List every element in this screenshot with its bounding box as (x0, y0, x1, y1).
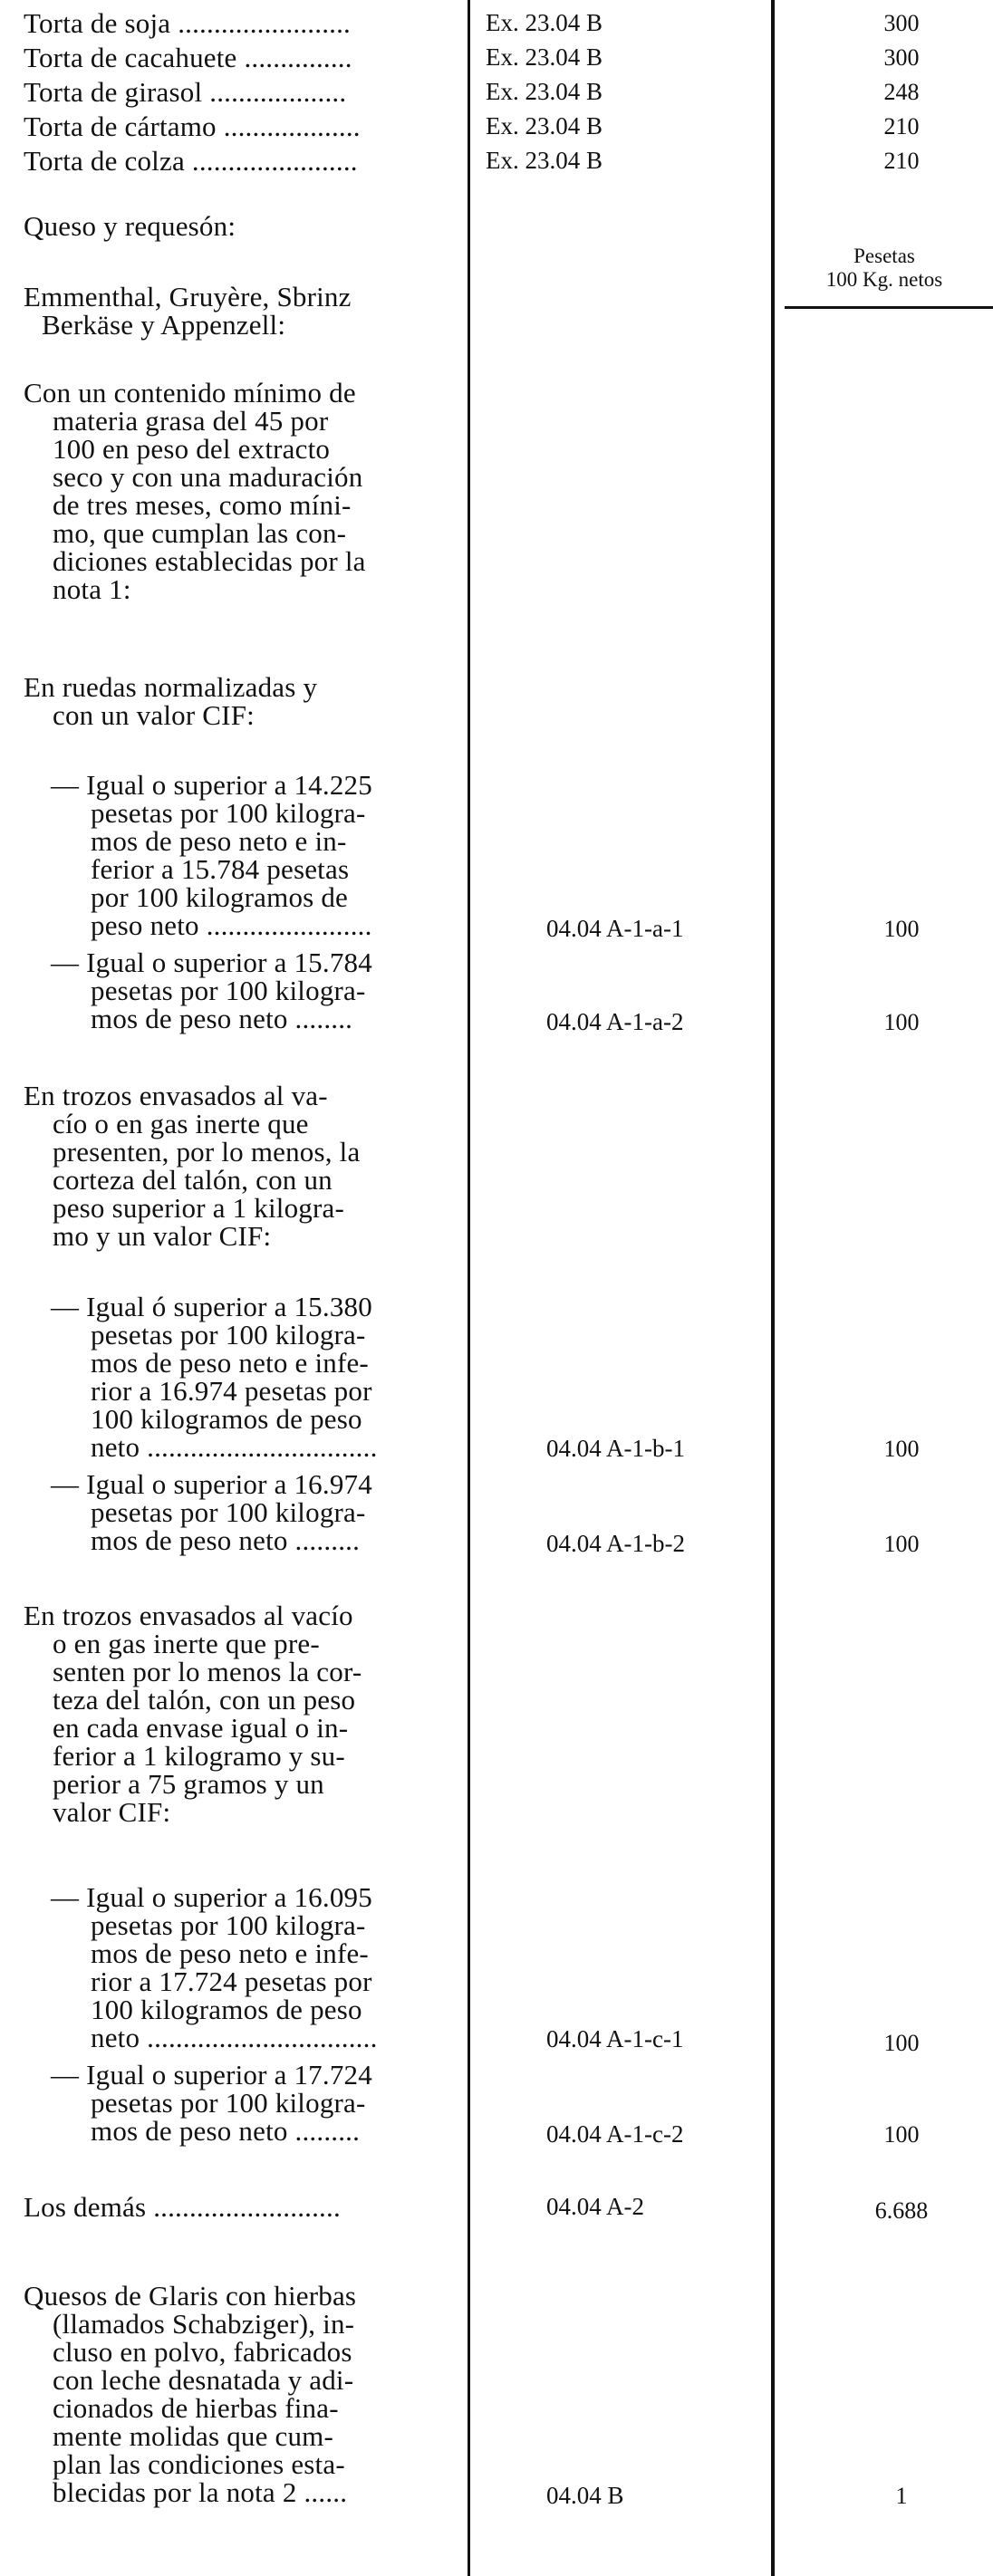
text-line: — Igual o superior a 14.225 (51, 769, 372, 801)
text-line: de tres meses, como míni- (53, 489, 352, 521)
row-value: 210 (883, 148, 920, 174)
text-line: mos de peso neto ......... (91, 2115, 361, 2147)
text-line: pesetas por 100 kilogra- (91, 797, 366, 829)
row-value: 300 (883, 44, 920, 71)
column-rule-2 (771, 0, 775, 2576)
tariff-code: 04.04 B (546, 2482, 624, 2509)
text-line: mo, que cumplan las con- (53, 517, 347, 549)
tariff-code: 04.04 A-1-c-2 (546, 2120, 684, 2148)
text-line: seco y con una maduración (53, 461, 363, 493)
duty-value: 100 (883, 2030, 920, 2056)
row-value: 248 (883, 79, 920, 105)
text-line: mos de peso neto ......... (91, 1524, 361, 1556)
unit-header-line2: 100 Kg. netos (825, 268, 943, 291)
text-line: — Igual ó superior a 15.380 (51, 1291, 372, 1322)
tariff-code: 04.04 A-2 (546, 2193, 644, 2220)
tariff-code: 04.04 A-1-a-1 (546, 915, 684, 942)
text-line: en cada envase igual o in- (53, 1712, 349, 1744)
row-value: 300 (883, 10, 920, 36)
text-line: presenten, por lo menos, la (53, 1136, 361, 1168)
text-line: neto ................................ (91, 1431, 378, 1463)
text-line: pesetas por 100 kilogra- (91, 1909, 366, 1941)
text-line: 100 en peso del extracto (53, 433, 331, 465)
row-code: Ex. 23.04 B (486, 147, 603, 174)
text-line: mos de peso neto e infe- (91, 1937, 369, 1969)
duty-value: 100 (883, 916, 920, 942)
tariff-code: 04.04 A-1-c-1 (546, 2025, 684, 2052)
text-line: mente molidas que cum- (53, 2420, 334, 2452)
text-line: En trozos envasados al va- (24, 1080, 328, 1111)
text-line: cionados de hierbas fina- (53, 2392, 339, 2424)
text-line: mos de peso neto ........ (91, 1003, 353, 1034)
row-code: Ex. 23.04 B (486, 43, 603, 71)
text-line: rior a 17.724 pesetas por (91, 1966, 372, 1997)
text-line: En trozos envasados al vacío (24, 1600, 353, 1631)
duty-value: 100 (883, 2121, 920, 2148)
text-line: mos de peso neto e infe- (91, 1347, 369, 1379)
text-line: blecidas por la nota 2 ...... (53, 2476, 348, 2508)
text-line: pesetas por 100 kilogra- (91, 1319, 366, 1350)
row-desc: Torta de cártamo ................... (24, 111, 361, 142)
duty-value: 100 (883, 1009, 920, 1035)
row-code: Ex. 23.04 B (486, 78, 603, 105)
unit-header-rule (785, 306, 993, 309)
row-code: Ex. 23.04 B (486, 112, 603, 139)
tariff-code: 04.04 A-1-b-1 (546, 1435, 685, 1462)
text-line: pesetas por 100 kilogra- (91, 1496, 366, 1528)
text-line: Quesos de Glaris con hierbas (24, 2280, 357, 2312)
text-line: Con un contenido mínimo de (24, 377, 356, 409)
text-line: corteza del talón, con un (53, 1164, 333, 1196)
text-line: peso neto ....................... (91, 909, 372, 941)
text-line: pesetas por 100 kilogra- (91, 2087, 366, 2119)
text-line: cluso en polvo, fabricados (53, 2336, 352, 2368)
text-line: — Igual o superior a 15.784 (51, 947, 372, 978)
duty-value: 100 (883, 1531, 920, 1557)
text-line: ferior a 1 kilogramo y su- (53, 1740, 345, 1772)
column-rule-1 (468, 0, 470, 2576)
text-line: neto ................................ (91, 2022, 378, 2053)
row-desc: Torta de girasol ................... (24, 76, 347, 108)
text-line: — Igual o superior a 16.974 (51, 1468, 372, 1500)
duty-value: 100 (883, 1436, 920, 1462)
text-line: con un valor CIF: (53, 699, 255, 731)
row-desc: Torta de cacahuete ............... (24, 42, 352, 73)
tariff-code: 04.04 A-1-b-2 (546, 1530, 685, 1557)
text-line: — Igual o superior a 17.724 (51, 2059, 372, 2091)
text-line: valor CIF: (53, 1796, 171, 1828)
row-desc: Torta de soja ........................ (24, 7, 352, 39)
row-value: 210 (883, 113, 920, 139)
text-line: materia grasa del 45 por (53, 405, 329, 437)
text-line: senten por lo menos la cor- (53, 1656, 362, 1687)
text-line: teza del talón, con un peso (53, 1684, 356, 1716)
text-line: ferior a 15.784 pesetas (91, 853, 350, 885)
text-line: Los demás .......................... (24, 2191, 341, 2223)
text-line: 100 kilogramos de peso (91, 1994, 362, 2025)
duty-value: 1 (895, 2483, 908, 2509)
text-line: En ruedas normalizadas y (24, 671, 318, 703)
text-line: (llamados Schabziger), in- (53, 2308, 355, 2340)
text-line: o en gas inerte que pre- (53, 1628, 320, 1659)
text-line: pesetas por 100 kilogra- (91, 975, 366, 1006)
unit-header-line1: Pesetas (853, 245, 915, 267)
text-line: nota 1: (53, 573, 131, 605)
text-line: diciones establecidas por la (53, 545, 366, 577)
tariff-code: 04.04 A-1-a-2 (546, 1008, 684, 1035)
text-line: — Igual o superior a 16.095 (51, 1881, 372, 1913)
text-line: 100 kilogramos de peso (91, 1403, 362, 1435)
text-line: perior a 75 gramos y un (53, 1768, 324, 1800)
text-line: plan las condiciones esta- (53, 2448, 345, 2480)
subsection-title: Berkäse y Appenzell: (42, 309, 286, 341)
text-line: cío o en gas inerte que (53, 1108, 309, 1139)
subsection-title: Emmenthal, Gruyère, Sbrinz (24, 281, 352, 312)
duty-value: 6.688 (874, 2197, 929, 2224)
row-desc: Torta de colza ....................... (24, 145, 358, 177)
text-line: peso superior a 1 kilogra- (53, 1192, 344, 1224)
row-code: Ex. 23.04 B (486, 9, 603, 36)
text-line: mos de peso neto e in- (91, 825, 347, 857)
section-title: Queso y requesón: (24, 210, 236, 242)
text-line: con leche desnatada y adi- (53, 2364, 354, 2396)
text-line: por 100 kilogramos de (91, 881, 349, 913)
text-line: mo y un valor CIF: (53, 1220, 272, 1252)
text-line: rior a 16.974 pesetas por (91, 1375, 372, 1407)
